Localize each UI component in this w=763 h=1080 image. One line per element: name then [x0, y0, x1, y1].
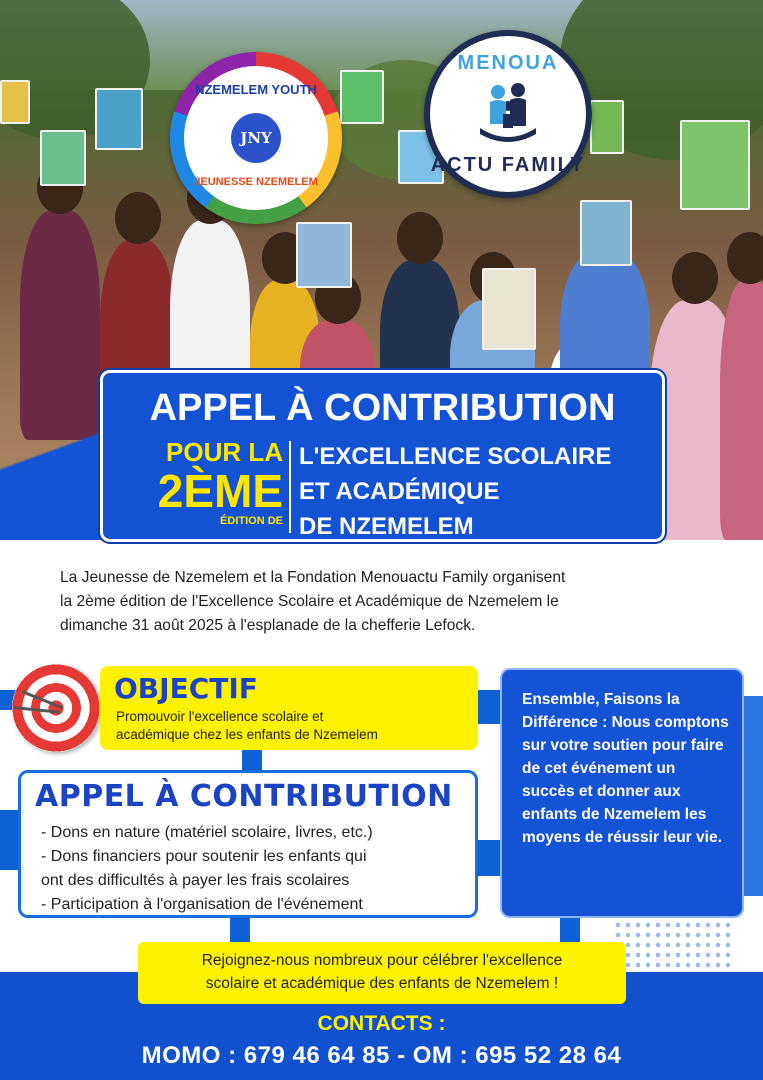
notebook: [680, 120, 750, 210]
objectif-box: [100, 666, 478, 750]
banner-divider: [289, 441, 291, 533]
jny-logo-inner: [184, 66, 328, 210]
menoua-logo-bottom-text: ACTU FAMILY: [430, 154, 586, 176]
corner-decoration: [0, 300, 110, 540]
decor-pipe: [0, 810, 18, 870]
list-item: - Participation à l'organisation de l'événement: [41, 896, 363, 913]
objectif-line: Promouvoir l'excellence scolaire et: [116, 709, 324, 724]
appel-box: [18, 770, 478, 918]
decor-pipe: [230, 918, 250, 942]
notebook: [482, 268, 536, 350]
join-line: Rejoignez-nous nombreux pour célébrer l'excellence: [201, 952, 563, 969]
list-item: - Dons financiers pour soutenir les enfants qui: [41, 848, 367, 865]
intro-paragraph: [60, 566, 710, 638]
notebook: [340, 70, 384, 124]
decor-pipe: [478, 690, 500, 724]
jny-logo-bottom-text: JEUNESSE NZEMELEM: [194, 176, 318, 188]
child: [720, 280, 763, 540]
menoua-actu-family-logo: [424, 30, 592, 198]
ensemble-text: Ensemble, Faisons la Différence : Nous comptons sur votre soutien pour faire de cet événement un succès et donner aux enfants de Nzemelem les moyens de réussir leur vie.: [522, 691, 729, 846]
list-item: - Dons en nature (matériel scolaire, livres, etc.): [41, 824, 373, 841]
notebook: [590, 100, 624, 154]
intro-line: La Jeunesse de Nzemelem et la Fondation Menouactu Family organisent: [60, 569, 566, 586]
pour-la-text: POUR LA: [166, 437, 283, 467]
notebook: [0, 80, 30, 124]
edition-block: [135, 437, 283, 528]
notebook: [580, 200, 632, 266]
decor-pipe: [560, 918, 580, 942]
banner-title: APPEL À CONTRIBUTION: [149, 387, 616, 429]
intro-line: la 2ème édition de l'Excellence Scolaire et Académique de Nzemelem le: [60, 593, 559, 610]
jny-logo-badge: JNY: [231, 113, 281, 163]
notebook: [95, 88, 143, 150]
objectif-line: académique chez les enfants de Nzemelem: [116, 727, 378, 742]
menoua-logo-top-text: MENOUA: [457, 52, 559, 74]
notebook: [40, 130, 86, 186]
jny-logo-top-text: NZEMELEM YOUTH: [195, 82, 317, 97]
jny-logo: [170, 52, 342, 224]
join-callout: [138, 942, 626, 1004]
decor-pipe: [744, 696, 763, 896]
event-name-line: DE NZEMELEM: [299, 513, 474, 540]
edition-number: 2ÈME: [157, 465, 283, 517]
objectif-text: [116, 708, 378, 744]
contacts-label: CONTACTS :: [317, 1012, 446, 1035]
objectif-title: OBJECTIF: [114, 672, 258, 705]
phone-numbers: MOMO : 679 46 64 85 - OM : 695 52 28 64: [141, 1042, 622, 1069]
ensemble-box: [500, 668, 744, 918]
decor-pipe: [242, 750, 262, 770]
event-name-line: L'EXCELLENCE SCOLAIRE: [299, 443, 612, 470]
notebook: [296, 222, 352, 288]
family-icon: [476, 80, 540, 146]
contribution-list: [41, 821, 471, 917]
title-banner: [100, 370, 665, 542]
intro-line: dimanche 31 août 2025 à l'esplanade de la chefferie Lefock.: [60, 617, 476, 634]
decor-pipe: [478, 840, 500, 876]
join-line: scolaire et académique des enfants de Nzemelem !: [205, 975, 559, 992]
event-name-block: [299, 439, 639, 544]
appel-title: APPEL À CONTRIBUTION: [35, 779, 453, 814]
edition-de-text: ÉDITION DE: [220, 515, 283, 527]
event-name-line: ET ACADÉMIQUE: [299, 478, 500, 505]
list-item: ont des difficultés à payer les frais scolaires: [41, 872, 350, 889]
